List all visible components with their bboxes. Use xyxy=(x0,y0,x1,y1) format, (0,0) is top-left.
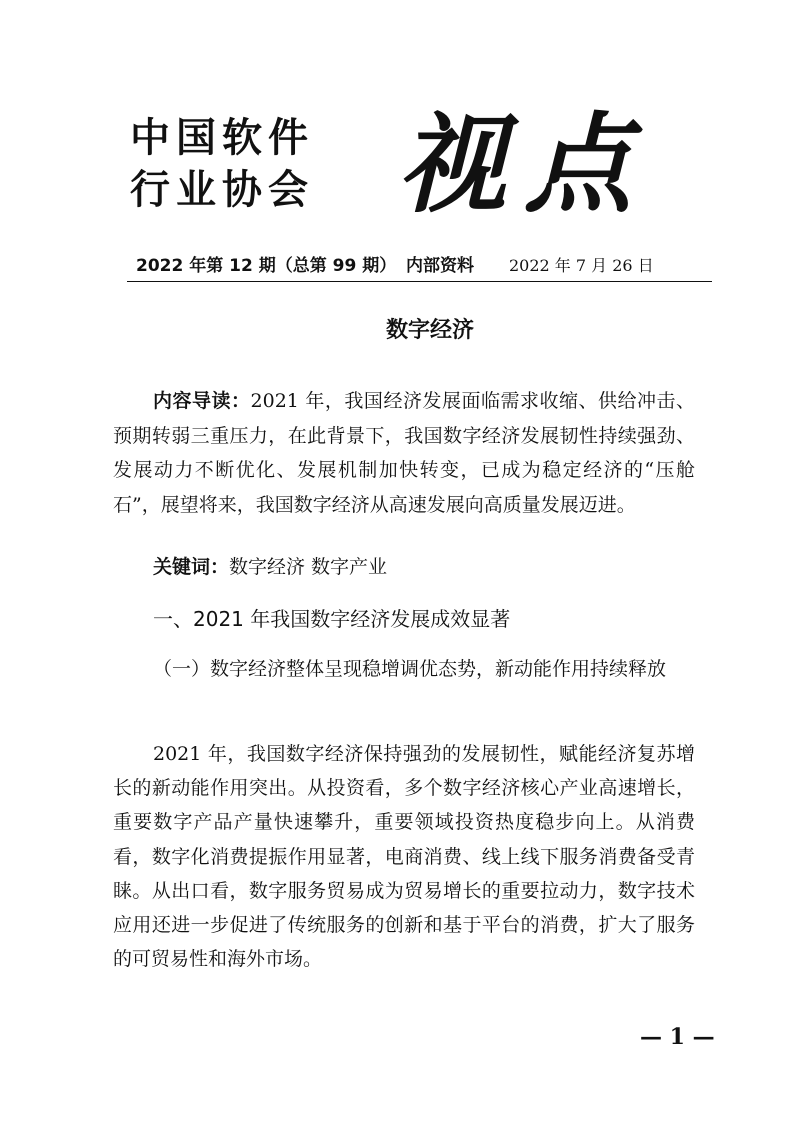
header-divider xyxy=(127,281,712,282)
issue-date: 2022 年 7 月 26 日 xyxy=(509,256,654,275)
subsection-heading: （一）数字经济整体呈现稳增调优态势，新动能作用持续释放 xyxy=(153,658,667,680)
classification-label: 内部资料 xyxy=(406,256,474,276)
keywords-line xyxy=(153,550,695,585)
keywords-label: 关键词： xyxy=(153,556,230,578)
document-title: 数字经济 xyxy=(385,318,474,343)
page-number: — 1 — xyxy=(640,1024,715,1050)
masthead-organization xyxy=(130,112,330,216)
organization-name-line-1: 中国软件 xyxy=(130,115,314,161)
issue-info xyxy=(136,252,711,280)
organization-name-line-2: 行业协会 xyxy=(130,167,314,213)
issue-number: 2022 年第 12 期（总第 99 期） xyxy=(136,256,397,276)
body-paragraph: 2021 年，我国数字经济保持强劲的发展韧性，赋能经济复苏增长的新动能作用突出。从投资看，多个数字经济核心产业高速增长，重要数字产品产量快速攀升，重要领域投资热度稳步向上。从消费看，数字化消费提振作用显著，电商消费、线上线下服务消费备受青睐。从出口看，数字服务贸易成为贸易增长的重要拉动力，数字技术应用还进一步促进了传统服务的创新和基于平台的消费，扩大了服务的可贸易性和海外市场。 xyxy=(113,743,695,971)
keywords-text: 数字经济 数字产业 xyxy=(229,556,388,578)
intro-label: 内容导读： xyxy=(153,390,251,412)
section-heading: 一、2021 年我国数字经济发展成效显著 xyxy=(153,607,511,631)
publication-title: 视点 xyxy=(398,102,651,228)
intro-paragraph xyxy=(113,384,695,522)
intro-text: 2021 年，我国经济发展面临需求收缩、供给冲击、预期转弱三重压力，在此背景下，我国数字经济发展韧性持续强劲、发展动力不断优化、发展机制加快转变，已成为稳定经济的“压舱石”，展望将来，我国数字经济从高速发展向高质量发展迈进。 xyxy=(113,390,695,516)
